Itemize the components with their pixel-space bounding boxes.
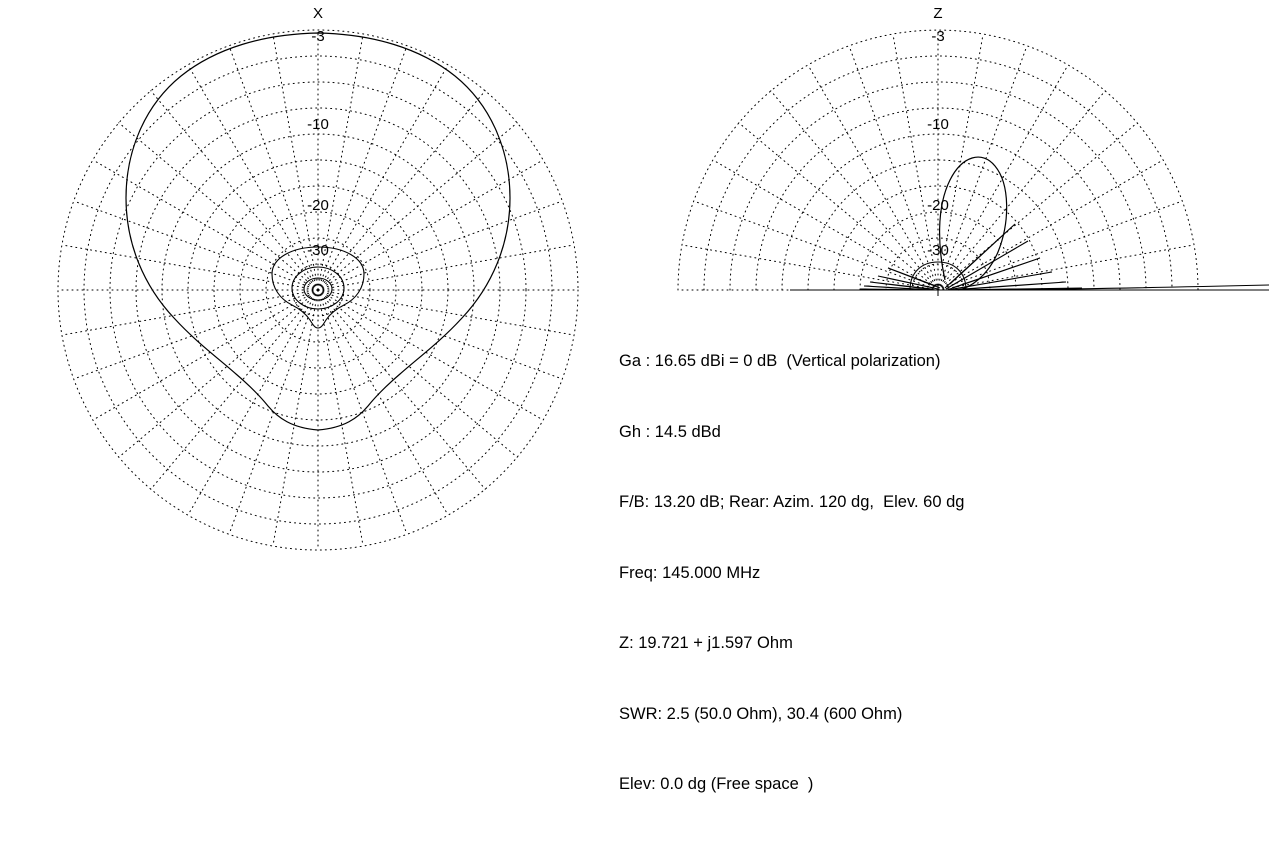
elevation-ring-label-1: -3 [931,28,945,45]
stat-impedance: Z: 19.721 + j1.597 Ohm [619,634,793,652]
azimuth-ring-label-4: -30 [307,242,329,259]
stat-gain-dbd: Gh : 14.5 dBd [619,422,721,441]
stat-gain-dbi: Ga : 16.65 dBi = 0 dB (Vertical polarization) [619,352,941,370]
azimuth-innermost-lobe-trace [292,267,344,309]
azimuth-plot-title: X [312,5,323,22]
elevation-ring-label-4: -30 [927,242,949,259]
antenna-stats-block [619,303,1139,844]
elevation-ring-label-2: -10 [927,116,949,133]
elevation-ring-label-3: -20 [927,197,949,214]
azimuth-polar-plot [0,0,640,599]
stat-frequency: Freq: 145.000 MHz [619,563,761,582]
elevation-side-lobes-trace [860,224,1082,290]
stat-front-to-back: F/B: 13.20 dB; Rear: Azim. 120 dg, Elev. 60 dg [619,493,965,511]
azimuth-ring-label-2: -10 [307,116,329,133]
azimuth-ring-label-3: -20 [307,197,329,214]
stat-elevation: Elev: 0.0 dg (Free space ) [619,775,814,793]
azimuth-plot-svg [0,0,640,599]
stat-swr: SWR: 2.5 (50.0 Ohm), 30.4 (600 Ohm) [619,704,903,723]
azimuth-ring-label-1: -3 [311,28,325,45]
elevation-plot-title: Z [933,5,943,22]
